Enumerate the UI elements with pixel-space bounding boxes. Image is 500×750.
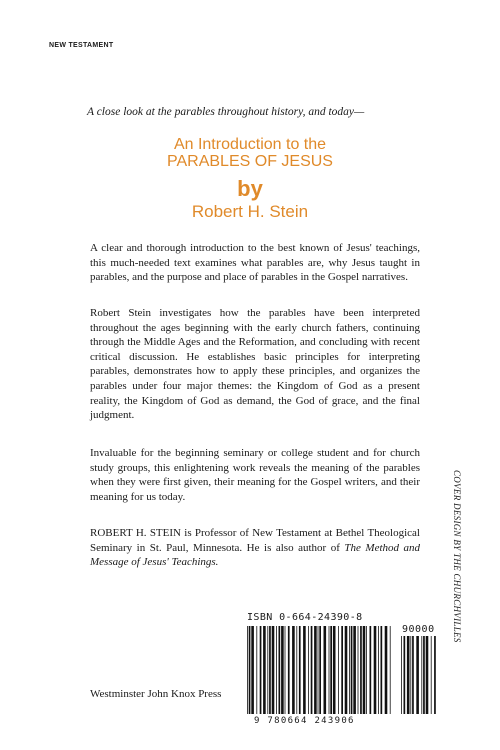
by-label: by <box>237 176 263 201</box>
tagline: A close look at the parables throughout history, and today— <box>87 106 365 118</box>
isbn-number: ISBN 0-664-24390-8 <box>247 612 363 623</box>
description-paragraph-3: Invaluable for the beginning seminary or college student and for church study groups, this enlightening work reveals the meaning of the parables when they were first given, their meaning for the Gospel writers, and their meaning for us today. <box>90 447 420 503</box>
price-code: 90000 <box>402 624 435 635</box>
book-title-line1: An Introduction to the <box>173 136 327 153</box>
author-bio <box>90 526 420 570</box>
book-title-line2: PARABLES OF JESUS <box>167 153 333 170</box>
barcode-main-bars <box>247 626 391 714</box>
author-other-book: The Method and Message of Jesus' Teachings. <box>90 541 421 569</box>
description-paragraph-1: A clear and thorough introduction to the best known of Jesus' teachings, this much-needed text examines what parables are, why Jesus taught in parables, and the purpose and place of parables in the Gospel narratives. <box>90 242 420 284</box>
barcode-price-bars <box>401 636 436 714</box>
category-label: NEW TESTAMENT <box>49 42 114 49</box>
barcode-digits: 9 780664 243906 <box>254 716 355 726</box>
author-bio-text: ROBERT H. STEIN is Professor of New Testament at Bethel Theological Seminary in St. Paul, Minnesota. He is also author of <box>90 527 420 554</box>
description-paragraph-2: Robert Stein investigates how the parables have been interpreted throughout the ages beginning with the early church fathers, continuing through the Middle Ages and the Reformation, and concluding with recent critical discussion. He establishes basic principles for interpreting parables, demonstrates how to apply these principles, and organizes the parables under four major themes: the Kingdom of God as a present reality, the Kingdom of God as demand, the God of grace, and the final judgment. <box>90 307 420 422</box>
cover-design-credit: COVER DESIGN BY THE CHURCHVILLES <box>452 470 462 643</box>
publisher-name: Westminster John Knox Press <box>90 688 222 700</box>
author-name: Robert H. Stein <box>191 202 309 221</box>
